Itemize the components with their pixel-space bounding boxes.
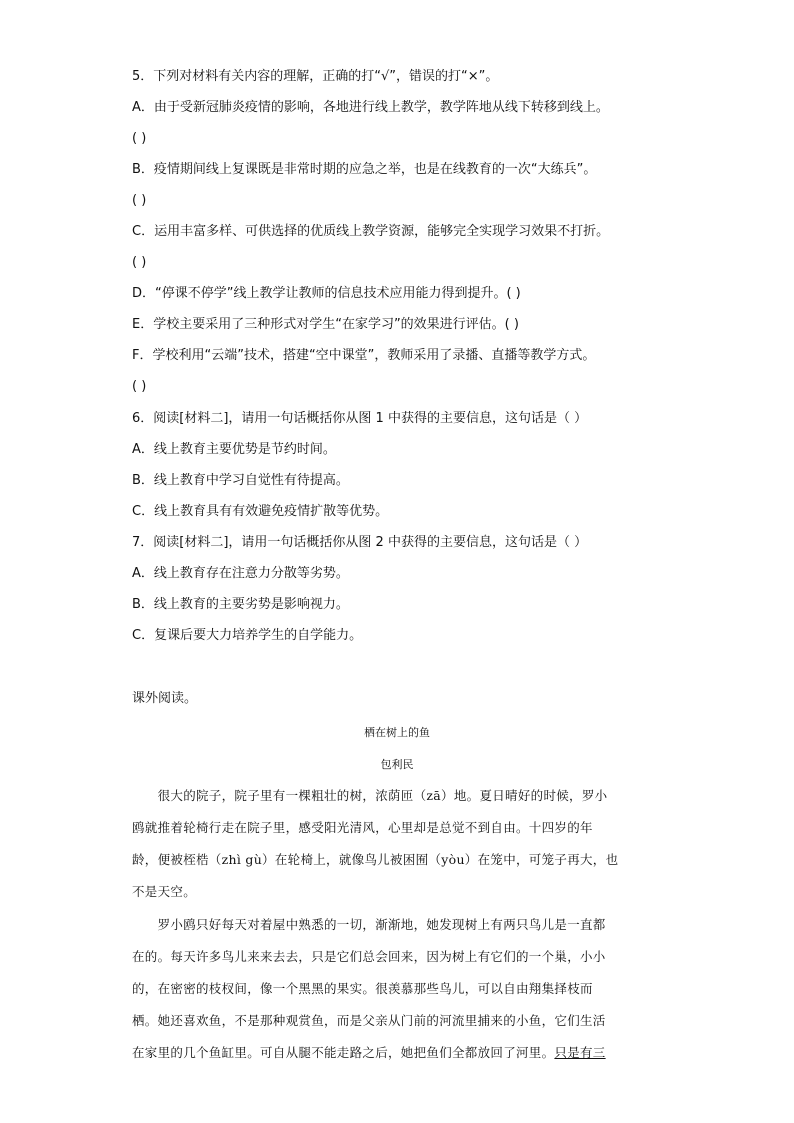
question-5-option-b: B．疫情期间线上复课既是非常时期的应急之举，也是在线教育的一次“大练兵”。 — [132, 162, 597, 177]
story-paragraph-1-line: 鸥就推着轮椅行走在院子里，感受阳光清风，心里却是总觉不到自由。十四岁的年 — [132, 820, 593, 835]
story-title: 栖在树上的鱼 — [364, 726, 430, 739]
answer-blank: ( ) — [132, 255, 147, 270]
question-5-stem: 5．下列对材料有关内容的理解，正确的打“√”，错误的打“×”。 — [132, 69, 499, 84]
story-paragraph-2-line: 栖。她还喜欢鱼，不是那种观赏鱼，而是父亲从门前的河流里捕来的小鱼，它们生活 — [132, 1013, 606, 1028]
story-paragraph-2-line: 的，在密密的枝杈间，像一个黑黑的果实。很羡慕那些鸟儿，可以自由翔集择枝而 — [132, 981, 593, 996]
section-heading: 课外阅读。 — [132, 691, 198, 706]
underlined-text: 只是有三 — [554, 1045, 606, 1060]
question-6-option-c: C．线上教育具有有效避免疫情扩散等优势。 — [132, 504, 389, 519]
answer-blank: ( ) — [132, 193, 147, 208]
question-5-option-d: D．“停课不停学”线上教学让教师的信息技术应用能力得到提升。( ) — [132, 286, 521, 301]
question-7-option-b: B．线上教育的主要劣势是影响视力。 — [132, 597, 349, 612]
answer-blank: ( ) — [132, 379, 147, 394]
question-6-stem: 6．阅读[材料二]，请用一句话概括你从图 1 中获得的主要信息，这句话是（ ） — [132, 411, 588, 426]
question-6-option-a: A．线上教育主要优势是节约时间。 — [132, 442, 336, 457]
story-paragraph-2-last-line — [132, 1043, 652, 1061]
answer-blank: ( ) — [132, 131, 147, 146]
question-5-option-e: E．学校主要采用了三种形式对学生“在家学习”的效果进行评估。( ) — [132, 317, 519, 332]
story-text: 在家里的几个鱼缸里。可自从腿不能走路之后，她把鱼们全都放回了河里。 — [132, 1045, 555, 1060]
story-paragraph-1-line: 很大的院子，院子里有一棵粗壮的树，浓荫匝（zā）地。夏日晴好的时候，罗小 — [132, 788, 608, 803]
question-5-option-c: C．运用丰富多样、可供选择的优质线上教学资源，能够完全实现学习效果不打折。 — [132, 224, 610, 239]
question-7-option-c: C．复课后要大力培养学生的自学能力。 — [132, 628, 363, 643]
question-6-option-b: B．线上教育中学习自觉性有待提高。 — [132, 473, 349, 488]
question-7-option-a: A．线上教育存在注意力分散等劣势。 — [132, 566, 349, 581]
story-paragraph-2-line: 罗小鸥只好每天对着屋中熟悉的一切，渐渐地，她发现树上有两只鸟儿是一直都 — [132, 917, 606, 932]
question-5-option-f: F．学校利用“云端”技术，搭建“空中课堂”，教师采用了录播、直播等教学方式。 — [132, 348, 596, 363]
question-7-stem: 7．阅读[材料二]，请用一句话概括你从图 2 中获得的主要信息，这句话是（ ） — [132, 535, 588, 550]
story-paragraph-1-line: 不是天空。 — [132, 884, 197, 899]
story-paragraph-1-line: 龄，便被桎梏（zhì gù）在轮椅上，就像鸟儿被困囿（yòu）在笼中，可笼子再大，也 — [132, 852, 619, 867]
question-5-option-a: A．由于受新冠肺炎疫情的影响，各地进行线上教学，教学阵地从线下转移到线上。 — [132, 100, 609, 115]
story-author: 包利民 — [380, 758, 414, 771]
story-paragraph-2-line: 在的。每天许多鸟儿来来去去，只是它们总会回来，因为树上有它们的一个巢，小小 — [132, 949, 606, 964]
